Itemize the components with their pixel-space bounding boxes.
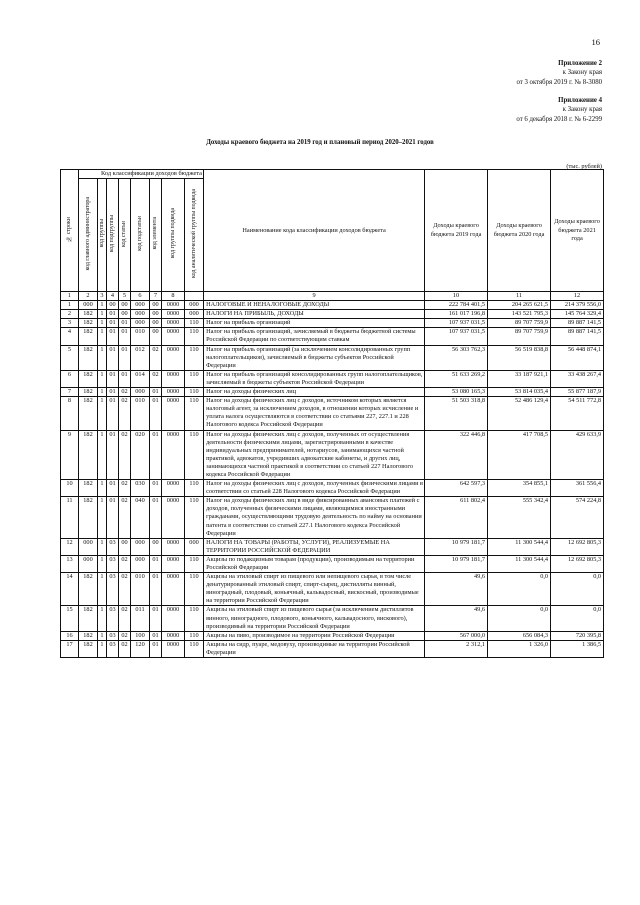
value-2021: 54 511 772,8 (551, 397, 604, 430)
revenue-name: Налог на доходы физических лиц в виде фиксированных авансовых платежей с доходов, полученных физическими лицами, являющимися иностранными гражданами, осуществляющими трудовую деятельность по найму на основании патента в соответствии со статьей 227.1 Налогового кодекса Российской Федерации (204, 497, 425, 538)
header-subarticle: код подстатьи (131, 179, 150, 292)
appendix-4-block (342, 96, 602, 124)
analytic-code: 110 (185, 370, 204, 387)
subtype-code: 0000 (162, 301, 185, 310)
analytic-code: 110 (185, 345, 204, 370)
value-2021: 0,0 (551, 573, 604, 606)
table-row (61, 497, 604, 538)
revenue-name: НАЛОГИ НА ТОВАРЫ (РАБОТЫ, УСЛУГИ), РЕАЛИЗУЕМЫЕ НА ТЕРРИТОРИИ РОССИЙСКОЙ ФЕДЕРАЦИИ (204, 538, 425, 555)
value-2021: 214 379 556,0 (551, 301, 604, 310)
article-code: 02 (119, 397, 131, 430)
article-code: 01 (119, 370, 131, 387)
table-row (61, 301, 604, 310)
group-code: 1 (98, 328, 107, 345)
col-number: 12 (551, 292, 604, 301)
subtype-code: 0000 (162, 497, 185, 538)
subarticle-code: 120 (131, 640, 150, 657)
article-code: 02 (119, 640, 131, 657)
table-row (61, 631, 604, 640)
admin-code: 182 (79, 397, 98, 430)
subgroup-code: 01 (107, 345, 119, 370)
value-2021: 145 764 329,4 (551, 310, 604, 319)
appendix-2-block (342, 59, 602, 87)
value-2019: 222 784 401,5 (425, 301, 488, 310)
element-code: 02 (150, 370, 162, 387)
admin-code: 182 (79, 370, 98, 387)
table-row (61, 345, 604, 370)
subtype-code: 0000 (162, 319, 185, 328)
col-number: 6 (131, 292, 150, 301)
subtype-code: 0000 (162, 555, 185, 572)
group-code: 1 (98, 640, 107, 657)
value-2019: 49,6 (425, 606, 488, 631)
appendix-4-line1: к Закону края (562, 106, 602, 114)
subtype-code: 0000 (162, 397, 185, 430)
article-code: 02 (119, 631, 131, 640)
element-code: 00 (150, 328, 162, 345)
table-row (61, 328, 604, 345)
table-row (61, 370, 604, 387)
admin-code: 182 (79, 573, 98, 606)
value-2020: 0,0 (488, 606, 551, 631)
value-2019: 51 503 318,8 (425, 397, 488, 430)
value-2020: 89 707 759,9 (488, 328, 551, 345)
value-2021: 56 448 874,1 (551, 345, 604, 370)
value-2021: 33 438 267,4 (551, 370, 604, 387)
subarticle-code: 010 (131, 328, 150, 345)
element-code: 01 (150, 430, 162, 480)
revenue-name: Налог на прибыль организаций консолидированных групп налогоплательщиков, зачисляемый в бюджеты субъектов Российской Федерации (204, 370, 425, 387)
value-2019: 10 979 181,7 (425, 538, 488, 555)
article-code: 02 (119, 606, 131, 631)
row-number: 15 (61, 606, 79, 631)
subtype-code: 0000 (162, 480, 185, 497)
page-number: 16 (591, 37, 600, 47)
value-2019: 107 937 031,5 (425, 328, 488, 345)
subtype-code: 0000 (162, 631, 185, 640)
subgroup-code: 03 (107, 631, 119, 640)
article-code: 02 (119, 388, 131, 397)
analytic-code: 110 (185, 388, 204, 397)
header-2020: Доходы краевого бюджета 2020 года (488, 170, 551, 292)
row-number: 2 (61, 310, 79, 319)
appendix-2-line1: к Закону края (562, 69, 602, 77)
element-code: 01 (150, 631, 162, 640)
element-code: 00 (150, 538, 162, 555)
group-code: 1 (98, 538, 107, 555)
table-row (61, 640, 604, 657)
element-code: 01 (150, 388, 162, 397)
header-2019: Доходы краевого бюджета 2019 года (425, 170, 488, 292)
revenue-name: Налог на доходы физических лиц с доходов, полученных физическими лицами в соответствии со статьей 228 Налогового кодекса Российской Федерации (204, 480, 425, 497)
article-code: 02 (119, 480, 131, 497)
table-row (61, 538, 604, 555)
value-2021: 429 633,9 (551, 430, 604, 480)
row-number: 12 (61, 538, 79, 555)
element-code: 00 (150, 310, 162, 319)
subgroup-code: 01 (107, 328, 119, 345)
subtype-code: 0000 (162, 310, 185, 319)
subgroup-code: 01 (107, 370, 119, 387)
subtype-code: 0000 (162, 573, 185, 606)
subarticle-code: 000 (131, 319, 150, 328)
element-code: 01 (150, 397, 162, 430)
group-code: 1 (98, 497, 107, 538)
element-code: 00 (150, 319, 162, 328)
admin-code: 182 (79, 497, 98, 538)
col-number: 4 (107, 292, 119, 301)
table-row (61, 319, 604, 328)
row-number: 16 (61, 631, 79, 640)
value-2019: 611 802,4 (425, 497, 488, 538)
header-group: код группы (98, 179, 107, 292)
value-2021: 89 887 141,5 (551, 319, 604, 328)
element-code: 01 (150, 555, 162, 572)
col-number: 9 (204, 292, 425, 301)
revenue-table (60, 169, 604, 658)
col-number: 3 (98, 292, 107, 301)
table-row (61, 397, 604, 430)
article-code: 02 (119, 497, 131, 538)
row-number: 7 (61, 388, 79, 397)
subarticle-code: 014 (131, 370, 150, 387)
value-2020: 53 814 035,4 (488, 388, 551, 397)
value-2019: 567 000,0 (425, 631, 488, 640)
revenue-name: Налог на прибыль организаций (204, 319, 425, 328)
subarticle-code: 100 (131, 631, 150, 640)
admin-code: 182 (79, 631, 98, 640)
subtype-code: 0000 (162, 606, 185, 631)
value-2019: 10 979 181,7 (425, 555, 488, 572)
subgroup-code: 03 (107, 573, 119, 606)
revenue-name: Налог на прибыль организаций, зачисляемый в бюджеты бюджетной системы Российской Федерации по соответствующим ставкам (204, 328, 425, 345)
col-number: 7 (150, 292, 162, 301)
group-code: 1 (98, 480, 107, 497)
subarticle-code: 010 (131, 573, 150, 606)
appendix-4-title: Приложение 4 (558, 97, 602, 104)
admin-code: 182 (79, 388, 98, 397)
group-code: 1 (98, 370, 107, 387)
subtype-code: 0000 (162, 640, 185, 657)
col-number (185, 292, 204, 301)
table-row (61, 555, 604, 572)
revenue-name: Акцизы на сидр, пуаре, медовуху, производимые на территории Российской Федерации (204, 640, 425, 657)
article-code: 01 (119, 328, 131, 345)
col-number: 11 (488, 292, 551, 301)
subarticle-code: 040 (131, 497, 150, 538)
value-2021: 0,0 (551, 606, 604, 631)
value-2019: 107 937 031,5 (425, 319, 488, 328)
subarticle-code: 000 (131, 538, 150, 555)
admin-code: 182 (79, 430, 98, 480)
admin-code: 182 (79, 606, 98, 631)
value-2021: 12 692 805,3 (551, 555, 604, 572)
article-code: 00 (119, 538, 131, 555)
value-2020: 1 326,0 (488, 640, 551, 657)
table-row (61, 480, 604, 497)
value-2019: 322 446,8 (425, 430, 488, 480)
value-2020: 555 342,4 (488, 497, 551, 538)
article-code: 01 (119, 345, 131, 370)
revenue-name: Акцизы по подакцизным товарам (продукции), производимым на территории Российской Федерации (204, 555, 425, 572)
value-2021: 89 887 141,5 (551, 328, 604, 345)
value-2019: 51 633 269,2 (425, 370, 488, 387)
group-code: 1 (98, 430, 107, 480)
revenue-name: Налог на доходы физических лиц (204, 388, 425, 397)
value-2021: 12 692 805,3 (551, 538, 604, 555)
table-row (61, 430, 604, 480)
group-code: 1 (98, 388, 107, 397)
table-row (61, 573, 604, 606)
header-element: код элемента (150, 179, 162, 292)
table-row (61, 388, 604, 397)
subgroup-code: 01 (107, 310, 119, 319)
subgroup-code: 00 (107, 301, 119, 310)
row-number: 14 (61, 573, 79, 606)
analytic-code: 110 (185, 328, 204, 345)
element-code: 01 (150, 606, 162, 631)
subarticle-code: 020 (131, 430, 150, 480)
row-number: 1 (61, 301, 79, 310)
analytic-code: 110 (185, 606, 204, 631)
value-2019: 56 303 762,3 (425, 345, 488, 370)
value-2020: 204 265 621,5 (488, 301, 551, 310)
subgroup-code: 01 (107, 480, 119, 497)
value-2020: 354 855,1 (488, 480, 551, 497)
element-code: 00 (150, 301, 162, 310)
group-code: 1 (98, 631, 107, 640)
value-2021: 361 556,4 (551, 480, 604, 497)
subtype-code: 0000 (162, 328, 185, 345)
row-number: 17 (61, 640, 79, 657)
group-code: 1 (98, 301, 107, 310)
row-number: 3 (61, 319, 79, 328)
subarticle-code: 012 (131, 345, 150, 370)
analytic-code: 110 (185, 430, 204, 480)
header-subgroup: код подгруппы (107, 179, 119, 292)
row-number: 11 (61, 497, 79, 538)
value-2020: 33 187 921,1 (488, 370, 551, 387)
subarticle-code: 000 (131, 301, 150, 310)
admin-code: 182 (79, 640, 98, 657)
admin-code: 182 (79, 310, 98, 319)
col-number: 5 (119, 292, 131, 301)
value-2020: 0,0 (488, 573, 551, 606)
element-code: 01 (150, 573, 162, 606)
analytic-code: 000 (185, 538, 204, 555)
row-number: 6 (61, 370, 79, 387)
header-name: Наименование кода классификации доходов бюджета (204, 170, 425, 292)
header-subtype-group: код группы подвида (162, 179, 185, 292)
subarticle-code: 030 (131, 480, 150, 497)
article-code: 02 (119, 555, 131, 572)
subgroup-code: 03 (107, 606, 119, 631)
value-2020: 52 486 129,4 (488, 397, 551, 430)
element-code: 01 (150, 480, 162, 497)
value-2020: 11 300 544,4 (488, 555, 551, 572)
row-number: 9 (61, 430, 79, 480)
revenue-name: Налог на доходы физических лиц с доходов, источником которых является налоговый агент, за исключением доходов, в отношении которых исчисление и уплата налога осуществляются в соответствии со статьями 227, 227.1 и 228 Налогового кодекса Российской Федерации (204, 397, 425, 430)
article-code: 01 (119, 319, 131, 328)
revenue-name: Акцизы на этиловый спирт из пищевого сырья (за исключением дистиллятов винного, виноградного, плодового, коньячного, кальвадосного, вискового), производимый на территории Российской Федерации (204, 606, 425, 631)
row-number: 8 (61, 397, 79, 430)
row-number: 13 (61, 555, 79, 572)
admin-code: 000 (79, 301, 98, 310)
col-number: 1 (61, 292, 79, 301)
admin-code: 182 (79, 480, 98, 497)
analytic-code: 110 (185, 480, 204, 497)
subarticle-code: 000 (131, 388, 150, 397)
element-code: 01 (150, 497, 162, 538)
header-admin: код главного администратора (79, 179, 98, 292)
value-2021: 55 877 187,9 (551, 388, 604, 397)
subarticle-code: 010 (131, 397, 150, 430)
col-number: 8 (162, 292, 185, 301)
analytic-code: 000 (185, 301, 204, 310)
value-2020: 11 300 544,4 (488, 538, 551, 555)
revenue-name: Акцизы на этиловый спирт из пищевого или непищевого сырья, в том числе денатурированный этиловый спирт, спирт-сырец, дистилляты винный, виноградный, плодовый, коньячный, кальвадосный, вискосный, производимые на территории Российской Федерации (204, 573, 425, 606)
group-code: 1 (98, 345, 107, 370)
analytic-code: 110 (185, 397, 204, 430)
revenue-name: Налог на прибыль организаций (за исключением консолидированных групп налогоплательщиков), зачисляемый в бюджеты субъектов Российской Федерации (204, 345, 425, 370)
analytic-code: 110 (185, 640, 204, 657)
value-2019: 49,6 (425, 573, 488, 606)
revenue-name: Акцизы на пиво, производимое на территории Российской Федерации (204, 631, 425, 640)
revenue-name: НАЛОГОВЫЕ И НЕНАЛОГОВЫЕ ДОХОДЫ (204, 301, 425, 310)
value-2020: 417 708,5 (488, 430, 551, 480)
admin-code: 182 (79, 319, 98, 328)
table-body (61, 301, 604, 658)
admin-code: 182 (79, 328, 98, 345)
subarticle-code: 000 (131, 555, 150, 572)
header-row-no: № строки (61, 170, 79, 292)
subgroup-code: 01 (107, 397, 119, 430)
analytic-code: 110 (185, 555, 204, 572)
group-code: 1 (98, 573, 107, 606)
revenue-name: Налог на доходы физических лиц с доходов, полученных от осуществления деятельности физическими лицами, зарегистрированными в качестве индивидуальных предпринимателей, нотариусов, занимающихся частной практикой, адвокатов, учредивших адвокатские кабинеты, и других лиц, занимающихся частной практикой в соответствии со статьей 227 Налогового кодекса Российской Федерации (204, 430, 425, 480)
element-code: 01 (150, 640, 162, 657)
admin-code: 000 (79, 538, 98, 555)
table-row (61, 310, 604, 319)
article-code: 00 (119, 301, 131, 310)
subtype-code: 0000 (162, 430, 185, 480)
subgroup-code: 01 (107, 319, 119, 328)
table-row (61, 606, 604, 631)
subgroup-code: 01 (107, 497, 119, 538)
analytic-code: 110 (185, 573, 204, 606)
value-2020: 143 521 795,3 (488, 310, 551, 319)
appendix-4-line2: от 6 декабря 2018 г. № 6-2299 (516, 115, 602, 123)
header-2021: Доходы краевого бюджета 2021 года (551, 170, 604, 292)
group-code: 1 (98, 555, 107, 572)
group-code: 1 (98, 310, 107, 319)
value-2020: 656 084,3 (488, 631, 551, 640)
value-2021: 574 224,8 (551, 497, 604, 538)
header-article: код статьи (119, 179, 131, 292)
value-2019: 161 017 196,8 (425, 310, 488, 319)
article-code: 02 (119, 573, 131, 606)
analytic-code: 000 (185, 310, 204, 319)
subarticle-code: 000 (131, 310, 150, 319)
article-code: 02 (119, 430, 131, 480)
group-code: 1 (98, 606, 107, 631)
appendix-2-title: Приложение 2 (558, 60, 602, 67)
column-numbers-row (61, 292, 604, 301)
row-number: 4 (61, 328, 79, 345)
value-2021: 720 395,8 (551, 631, 604, 640)
document-title: Доходы краевого бюджета на 2019 год и плановый период 2020–2021 годов (206, 139, 434, 146)
subgroup-code: 01 (107, 430, 119, 480)
subgroup-code: 03 (107, 640, 119, 657)
row-number: 5 (61, 345, 79, 370)
subtype-code: 0000 (162, 370, 185, 387)
admin-code: 000 (79, 555, 98, 572)
analytic-code: 110 (185, 497, 204, 538)
article-code: 00 (119, 310, 131, 319)
subgroup-code: 03 (107, 538, 119, 555)
analytic-code: 110 (185, 319, 204, 328)
group-code: 1 (98, 319, 107, 328)
value-2020: 56 519 838,8 (488, 345, 551, 370)
value-2021: 1 386,5 (551, 640, 604, 657)
subtype-code: 0000 (162, 388, 185, 397)
row-number: 10 (61, 480, 79, 497)
admin-code: 182 (79, 345, 98, 370)
subtype-code: 0000 (162, 345, 185, 370)
appendix-2-line2: от 3 октября 2019 г. № 8-3080 (516, 78, 602, 86)
value-2020: 89 707 759,9 (488, 319, 551, 328)
group-code: 1 (98, 397, 107, 430)
subarticle-code: 011 (131, 606, 150, 631)
header-analytic-group: код аналитической группы подвида (185, 179, 204, 292)
element-code: 02 (150, 345, 162, 370)
units-label: (тыс. рублей) (566, 163, 602, 170)
value-2019: 53 080 165,3 (425, 388, 488, 397)
subgroup-code: 01 (107, 388, 119, 397)
value-2019: 2 312,1 (425, 640, 488, 657)
value-2019: 642 597,3 (425, 480, 488, 497)
subgroup-code: 03 (107, 555, 119, 572)
col-number: 2 (79, 292, 98, 301)
header-code-group: Код классификации доходов бюджета (79, 170, 204, 179)
col-number: 10 (425, 292, 488, 301)
revenue-name: НАЛОГИ НА ПРИБЫЛЬ, ДОХОДЫ (204, 310, 425, 319)
subtype-code: 0000 (162, 538, 185, 555)
analytic-code: 110 (185, 631, 204, 640)
